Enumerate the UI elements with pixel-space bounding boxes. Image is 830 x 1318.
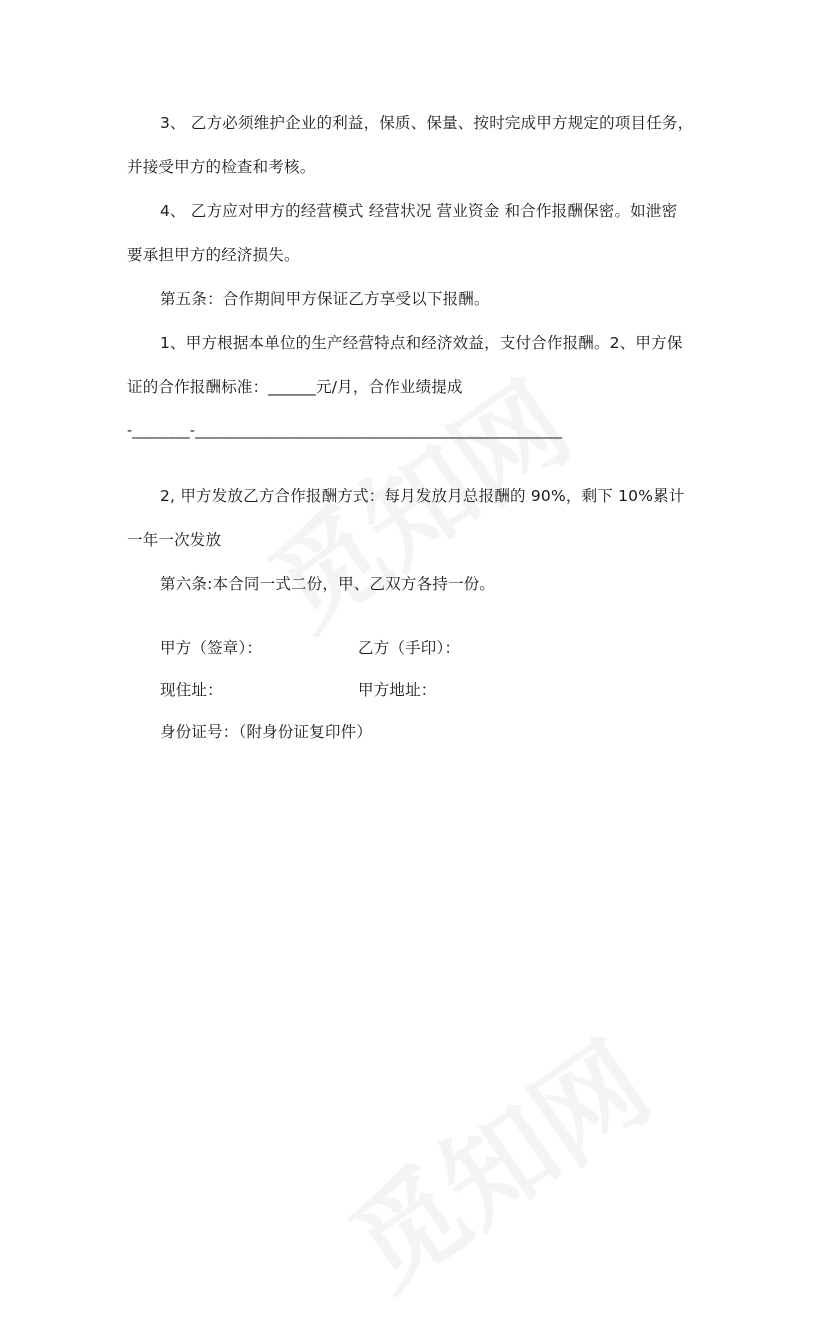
clause-4-line-2: 要承担甲方的经济损失。 bbox=[127, 246, 300, 264]
party-b-signature-label: 乙方（手印）： bbox=[358, 639, 461, 657]
current-address-label: 现住址： bbox=[160, 681, 223, 699]
id-number-label: 身份证号：（附身份证复印件） bbox=[160, 723, 373, 741]
party-a-signature-label: 甲方（签章）： bbox=[160, 639, 263, 657]
article-5-item-1-line-1: 1、甲方根据本单位的生产经营特点和经济效益，支付合作报酬。2、甲方保 bbox=[160, 334, 683, 352]
article-5-item-2-line-2: 一年一次发放 bbox=[127, 531, 222, 549]
article-5-item-2-line-1: 2, 甲方发放乙方合作报酬方式：每月发放月总报酬的 90%，剩下 10%累计 bbox=[160, 487, 685, 505]
clause-3-line-2: 并接受甲方的检查和考核。 bbox=[127, 158, 316, 176]
article-5-title: 第五条：合作期间甲方保证乙方享受以下报酬。 bbox=[160, 290, 490, 308]
clause-4-line-1: 4、 乙方应对甲方的经营模式 经营状况 营业资金 和合作报酬保密。如泄密 bbox=[160, 202, 678, 220]
watermark-bottom bbox=[315, 1000, 676, 1318]
article-5-item-1-line-2: 证的合作报酬标准：______元/月，合作业绩提成 bbox=[127, 378, 463, 396]
article-6: 第六条:本合同一式二份，甲、乙双方各持一份。 bbox=[160, 575, 496, 593]
article-5-item-1-line-3: -________-___________________________________________________ bbox=[127, 423, 563, 439]
clause-3-line-1: 3、 乙方必须维护企业的利益，保质、保量、按时完成甲方规定的项目任务， bbox=[160, 114, 694, 132]
party-a-address-label: 甲方地址： bbox=[358, 681, 437, 699]
